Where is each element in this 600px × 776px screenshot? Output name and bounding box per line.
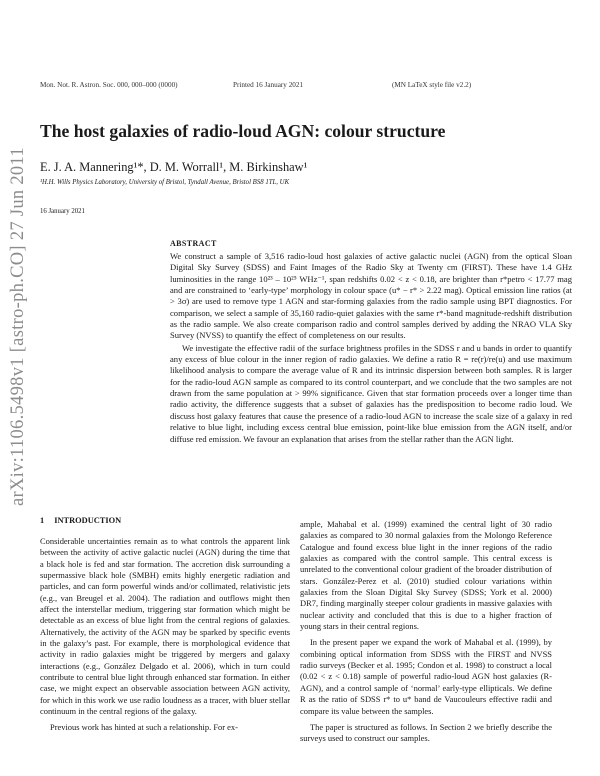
style-file-note: (MN LaTeX style file v2.2) <box>392 81 472 89</box>
section-title: INTRODUCTION <box>54 516 122 525</box>
body-paragraph: Previous work has hinted at such a relationship. For ex- <box>50 721 238 732</box>
body-paragraph: Considerable uncertainties remain as to what controls the apparent link between the activity of active galactic nuclei (AGN) during the time that a black hole is fed and star formation. The accretion disk surrounding a supermassive black hole (SMBH) emits highly energetic radiation and particles, and can form powerful winds and/or collimated, relativistic jets (e.g., van Breugel et al. 2004). The radiation and outflows might then affect the interstellar medium, triggering star formation which might be detectable as an excess of blue light from the central regions of galaxies. Alternatively, the activity of the AGN may be sparked by specific events in the galaxy’s past. For example, there is morphological evidence that activity in radio galaxies might be triggered by mergers and galaxy interactions (e.g., González Delgado et al. 2006), which in turn could contribute to central blue light through enhanced star formation. In either case, we might expect an observable association between AGN activity, for which in this work we use radio loudness as a tracer, with bluer stellar continuum in the central regions of the galaxy. <box>40 536 290 717</box>
body-paragraph: The paper is structured as follows. In Section 2 we briefly describe the surveys used to construct our samples. <box>300 721 552 744</box>
abstract-paragraph: We construct a sample of 3,516 radio-loud host galaxies of active galactic nuclei (AGN) from the optical Sloan Digital Sky Survey (SDSS) and Faint Images of the Radio Sky at Twenty cm (FIRST). These have 1.4 GHz luminosities in the range 10²³ – 10²⁵ WHz⁻¹, span redshifts 0.02 < z < 0.18, are brighter than r*petro < 17.77 mag and are constrained to ‘early-type’ morphology in colour space (u* − r* > 2.22 mag). Optical emission line ratios (at > 3σ) are used to remove type 1 AGN and star-forming galaxies from the radio sample using BPT diagnostics. For comparison, we select a sample of 35,160 radio-quiet galaxies with the same r*-band magnitude-redshift distribution as the radio sample. We also create comparison radio and control samples derived by adding the NRAO VLA Sky Survey (NVSS) to quantify the effect of completeness on our results. <box>170 251 572 341</box>
author-list: E. J. A. Mannering¹*, D. M. Worrall¹, M. Birkinshaw¹ <box>40 160 308 174</box>
right-column <box>300 519 552 745</box>
section-number: 1 <box>40 516 45 525</box>
paper-title: The host galaxies of radio-loud AGN: colour structure <box>40 121 446 141</box>
body-paragraph: ample, Mahabal et al. (1999) examined the central light of 30 radio galaxies as compared to 30 normal galaxies from the Molongo Reference Catalogue and found excess blue light in the inner regions of the radio galaxies as compared with the control sample. This central excess is unrelated to the conventional colour gradient of the broader distribution of stars. González-Perez et al. (2010) studied colour variations within galaxies from the Sloan Digital Sky Survey (SDSS; York et al. 2000) DR7, finding marginally steeper colour gradients in massive galaxies with nuclear activity and concluded that this is due to a higher fraction of young stars in their central regions. <box>300 519 552 632</box>
body-paragraph: In the present paper we expand the work of Mahabal et al. (1999), by combining optical information from SDSS with the FIRST and NVSS radio surveys (Becker et al. 1995; Condon et al. 1998) to construct a local (0.02 < z < 0.18) sample of powerful radio-loud AGN host galaxies (R-AGN), and a control sample of ‘normal’ early-type ellipticals. We define R as the ratio of SDSS r* to u* band de Vaucouleurs effective radii and compare its value between the samples. <box>300 637 552 716</box>
left-column <box>40 536 290 733</box>
abstract-paragraph: We investigate the effective radii of the surface brightness profiles in the SDSS r and u bands in order to quantify any excess of blue colour in the inner region of radio galaxies. We define a ratio R = re(r)/re(u) and use maximum likelihood analysis to compare the average value of R and its intrinsic dispersion between both samples. R is larger for the radio-loud AGN sample as compared to its control counterpart, and we conclude that the two samples are not drawn from the same population at > 99% significance. Given that star formation proceeds over a longer time than radio activity, the difference suggests that a subset of galaxies has the predisposition to become radio loud. We discuss host galaxy features that cause the presence of a radio-loud AGN to increase the scale size of a galaxy in red relative to blue light, including excess central blue emission, point-like blue emission from the AGN itself, and/or diffuse red emission. We favour an explanation that arises from the stellar rather than the AGN light. <box>170 342 572 444</box>
abstract-heading: ABSTRACT <box>170 239 217 248</box>
affiliation: ¹H.H. Wills Physics Laboratory, University of Bristol, Tyndall Avenue, Bristol BS8 1TL, UK <box>40 179 290 186</box>
manuscript-date: 16 January 2021 <box>40 208 85 215</box>
abstract-body <box>170 251 572 445</box>
printed-date: Printed 16 January 2021 <box>233 81 304 89</box>
journal-citation: Mon. Not. R. Astron. Soc. 000, 000–000 (0000) <box>40 81 178 89</box>
section-heading <box>40 516 121 525</box>
arxiv-identifier: arXiv:1106.5498v1 [astro-ph.CO] 27 Jun 2011 <box>8 147 28 506</box>
